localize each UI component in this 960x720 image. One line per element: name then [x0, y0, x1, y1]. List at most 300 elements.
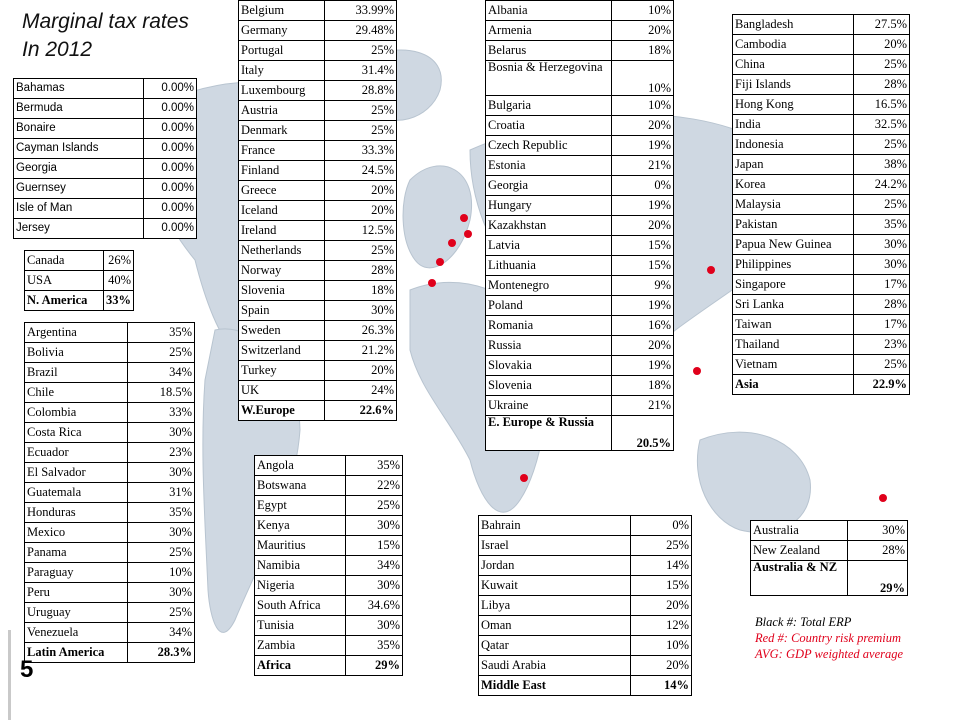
tax-rate: 15%	[612, 236, 674, 256]
table-row	[14, 119, 197, 139]
table-row	[733, 255, 910, 275]
tax-rate: 30%	[346, 516, 403, 536]
table-row	[239, 401, 397, 421]
tax-rate: 20%	[612, 216, 674, 236]
country-name: Zambia	[255, 636, 346, 656]
country-name: Malaysia	[733, 195, 854, 215]
country-name: Lithuania	[486, 256, 612, 276]
tax-rate: 30%	[128, 423, 195, 443]
north-america-table	[24, 250, 134, 311]
country-name: Colombia	[25, 403, 128, 423]
tax-rate: 0.00%	[144, 199, 197, 219]
tax-rate: 17%	[854, 275, 910, 295]
country-name: Thailand	[733, 335, 854, 355]
country-name: Kazakhstan	[486, 216, 612, 236]
table-row	[733, 55, 910, 75]
tax-rate: 20%	[325, 181, 397, 201]
tax-rate: 26%	[104, 251, 134, 271]
table-row	[733, 335, 910, 355]
legend-total-erp: Black #: Total ERP	[755, 615, 852, 629]
table-row	[255, 616, 403, 636]
country-name: Latvia	[486, 236, 612, 256]
country-name: Croatia	[486, 116, 612, 136]
table-row	[486, 136, 674, 156]
marker-portugal	[428, 279, 436, 287]
tax-rate: 30%	[325, 301, 397, 321]
country-name: Bolivia	[25, 343, 128, 363]
tax-rate: 12%	[631, 616, 692, 636]
table-row	[239, 261, 397, 281]
tax-rate: 26.3%	[325, 321, 397, 341]
country-name: Ireland	[239, 221, 325, 241]
table-row	[25, 623, 195, 643]
country-name: Portugal	[239, 41, 325, 61]
table-row	[733, 275, 910, 295]
tax-rate: 30%	[128, 583, 195, 603]
region-average-label: Latin America	[25, 643, 128, 663]
table-row	[239, 101, 397, 121]
table-row	[733, 135, 910, 155]
country-name: Jordan	[479, 556, 631, 576]
table-row	[733, 35, 910, 55]
table-row	[14, 219, 197, 239]
country-name: Canada	[25, 251, 104, 271]
tax-rate: 25%	[325, 41, 397, 61]
tax-rate: 9%	[612, 276, 674, 296]
table-row	[733, 155, 910, 175]
tax-rate: 30%	[346, 576, 403, 596]
country-name: Uruguay	[25, 603, 128, 623]
tax-rate: 15%	[346, 536, 403, 556]
tax-rate: 19%	[612, 196, 674, 216]
tax-rate: 25%	[128, 343, 195, 363]
country-name: Namibia	[255, 556, 346, 576]
country-name: Georgia	[486, 176, 612, 196]
table-row	[733, 315, 910, 335]
tax-rate: 0.00%	[144, 219, 197, 239]
marker-italy	[464, 230, 472, 238]
table-row	[255, 476, 403, 496]
country-name: Denmark	[239, 121, 325, 141]
eastern-europe-table	[485, 0, 674, 451]
tax-rate: 12.5%	[325, 221, 397, 241]
tax-rate: 25%	[854, 355, 910, 375]
page-number: 5	[20, 656, 34, 683]
table-row	[239, 301, 397, 321]
country-name: Bangladesh	[733, 15, 854, 35]
tax-rate: 20%	[612, 116, 674, 136]
tax-rate: 10%	[612, 1, 674, 21]
tax-rate: 34%	[346, 556, 403, 576]
tax-rate: 20%	[612, 21, 674, 41]
country-name: Italy	[239, 61, 325, 81]
country-name: El Salvador	[25, 463, 128, 483]
table-row	[25, 483, 195, 503]
tax-rate: 23%	[854, 335, 910, 355]
country-name: Bahamas	[14, 79, 144, 99]
tax-rate: 31.4%	[325, 61, 397, 81]
country-name: Panama	[25, 543, 128, 563]
country-name: Albania	[486, 1, 612, 21]
tax-rate: 0%	[612, 176, 674, 196]
country-name: Nigeria	[255, 576, 346, 596]
tax-rate: 32.5%	[854, 115, 910, 135]
tax-rate: 0.00%	[144, 179, 197, 199]
tax-rate: 28.8%	[325, 81, 397, 101]
tax-rate: 20%	[631, 656, 692, 676]
title-line-1: Marginal tax rates	[22, 10, 189, 33]
tax-rate: 35%	[128, 323, 195, 343]
tax-rate: 19%	[612, 296, 674, 316]
table-row	[25, 523, 195, 543]
country-name: Sweden	[239, 321, 325, 341]
table-row	[733, 235, 910, 255]
offshore-table	[13, 78, 197, 239]
tax-rate: 25%	[128, 543, 195, 563]
tax-rate: 15%	[631, 576, 692, 596]
country-name: Venezuela	[25, 623, 128, 643]
country-name: Armenia	[486, 21, 612, 41]
table-row	[479, 636, 692, 656]
region-average-label: N. America	[25, 291, 104, 311]
asia-table	[732, 14, 910, 395]
tax-rate: 28%	[848, 541, 908, 561]
africa-table	[254, 455, 403, 676]
table-row	[733, 375, 910, 395]
country-name: Norway	[239, 261, 325, 281]
region-average-label: E. Europe & Russia	[486, 416, 612, 451]
country-name: Hungary	[486, 196, 612, 216]
tax-rate: 30%	[128, 523, 195, 543]
country-name: Vietnam	[733, 355, 854, 375]
region-average-rate: 29%	[848, 561, 908, 596]
legend-gdp-average: AVG: GDP weighted average	[755, 647, 904, 661]
table-row	[239, 361, 397, 381]
marker-uk	[460, 214, 468, 222]
country-name: Costa Rica	[25, 423, 128, 443]
country-name: Singapore	[733, 275, 854, 295]
tax-rate: 0.00%	[144, 99, 197, 119]
table-row	[486, 156, 674, 176]
latin-america-table	[24, 322, 195, 663]
tax-rate: 21.2%	[325, 341, 397, 361]
country-name: USA	[25, 271, 104, 291]
table-row	[479, 536, 692, 556]
table-row	[25, 403, 195, 423]
table-row	[486, 41, 674, 61]
country-name: Qatar	[479, 636, 631, 656]
tax-rate: 30%	[854, 235, 910, 255]
table-row	[486, 21, 674, 41]
table-row	[486, 61, 674, 96]
table-row	[239, 41, 397, 61]
country-name: Netherlands	[239, 241, 325, 261]
country-name: Pakistan	[733, 215, 854, 235]
table-row	[239, 281, 397, 301]
country-name: France	[239, 141, 325, 161]
tax-rate: 19%	[612, 356, 674, 376]
country-name: Libya	[479, 596, 631, 616]
table-row	[239, 381, 397, 401]
table-row	[486, 416, 674, 451]
tax-rate: 10%	[612, 96, 674, 116]
table-row	[255, 576, 403, 596]
tax-rate: 30%	[848, 521, 908, 541]
tax-rate: 0.00%	[144, 139, 197, 159]
table-row	[25, 503, 195, 523]
table-row	[733, 175, 910, 195]
country-name: Romania	[486, 316, 612, 336]
table-row	[479, 656, 692, 676]
tax-rate: 18%	[612, 376, 674, 396]
table-row	[239, 221, 397, 241]
table-row	[733, 15, 910, 35]
table-row	[25, 603, 195, 623]
table-row	[751, 521, 908, 541]
region-average-rate: 33%	[104, 291, 134, 311]
tax-rate: 25%	[325, 101, 397, 121]
country-name: Kuwait	[479, 576, 631, 596]
tax-rate: 14%	[631, 556, 692, 576]
tax-rate: 18%	[612, 41, 674, 61]
tax-rate: 35%	[854, 215, 910, 235]
country-name: Germany	[239, 21, 325, 41]
tax-rate: 28%	[325, 261, 397, 281]
country-name: Guernsey	[14, 179, 144, 199]
country-name: Georgia	[14, 159, 144, 179]
table-row	[733, 215, 910, 235]
country-name: Ukraine	[486, 396, 612, 416]
country-name: Papua New Guinea	[733, 235, 854, 255]
country-name: Korea	[733, 175, 854, 195]
country-name: Belgium	[239, 1, 325, 21]
table-row	[239, 341, 397, 361]
country-name: India	[733, 115, 854, 135]
tax-rate: 31%	[128, 483, 195, 503]
country-name: Paraguay	[25, 563, 128, 583]
table-row	[486, 236, 674, 256]
table-row	[486, 356, 674, 376]
table-row	[486, 336, 674, 356]
country-name: Isle of Man	[14, 199, 144, 219]
country-name: Brazil	[25, 363, 128, 383]
table-row	[486, 256, 674, 276]
table-row	[479, 516, 692, 536]
table-row	[751, 561, 908, 596]
country-name: Slovenia	[486, 376, 612, 396]
tax-rate: 25%	[854, 135, 910, 155]
tax-rate: 0.00%	[144, 159, 197, 179]
table-row	[479, 576, 692, 596]
tax-rate: 35%	[346, 456, 403, 476]
country-name: Saudi Arabia	[479, 656, 631, 676]
tax-rate: 33.3%	[325, 141, 397, 161]
table-row	[25, 443, 195, 463]
country-name: Kenya	[255, 516, 346, 536]
table-row	[486, 116, 674, 136]
tax-rate: 10%	[612, 61, 674, 96]
table-row	[733, 75, 910, 95]
slide-edge-stripe	[8, 630, 11, 720]
region-average-rate: 22.6%	[325, 401, 397, 421]
country-name: Japan	[733, 155, 854, 175]
tax-rate: 25%	[854, 55, 910, 75]
country-name: Bermuda	[14, 99, 144, 119]
table-row	[479, 596, 692, 616]
oceania-table	[750, 520, 908, 596]
tax-rate: 25%	[631, 536, 692, 556]
tax-rate: 27.5%	[854, 15, 910, 35]
table-row	[255, 656, 403, 676]
country-name: Turkey	[239, 361, 325, 381]
australia-landmass	[697, 432, 810, 532]
tax-rate: 28%	[854, 295, 910, 315]
table-row	[239, 1, 397, 21]
tax-rate: 35%	[128, 503, 195, 523]
tax-rate: 25%	[128, 603, 195, 623]
table-row	[239, 61, 397, 81]
tax-rate: 10%	[128, 563, 195, 583]
table-row	[486, 216, 674, 236]
tax-rate: 34%	[128, 623, 195, 643]
page-title	[22, 8, 189, 64]
region-average-rate: 14%	[631, 676, 692, 696]
tax-rate: 0%	[631, 516, 692, 536]
region-average-rate: 28.3%	[128, 643, 195, 663]
table-row	[239, 201, 397, 221]
country-name: Tunisia	[255, 616, 346, 636]
table-row	[239, 81, 397, 101]
country-name: Angola	[255, 456, 346, 476]
table-row	[14, 199, 197, 219]
table-row	[479, 676, 692, 696]
tax-rate: 24.5%	[325, 161, 397, 181]
table-row	[239, 21, 397, 41]
table-row	[255, 516, 403, 536]
tax-rate: 0.00%	[144, 119, 197, 139]
country-name: Spain	[239, 301, 325, 321]
table-row	[733, 95, 910, 115]
tax-rate: 25%	[325, 241, 397, 261]
country-name: Australia	[751, 521, 848, 541]
middle-east-table	[478, 515, 692, 696]
region-average-rate: 22.9%	[854, 375, 910, 395]
country-name: Slovakia	[486, 356, 612, 376]
tax-rate: 18%	[325, 281, 397, 301]
country-name: Oman	[479, 616, 631, 636]
country-name: Poland	[486, 296, 612, 316]
marker-new-zealand	[879, 494, 887, 502]
tax-rate: 29.48%	[325, 21, 397, 41]
region-average-label: Middle East	[479, 676, 631, 696]
tax-rate: 16%	[612, 316, 674, 336]
table-row	[239, 321, 397, 341]
country-name: Egypt	[255, 496, 346, 516]
tax-rate: 38%	[854, 155, 910, 175]
country-name: Jersey	[14, 219, 144, 239]
country-name: Philippines	[733, 255, 854, 275]
legend	[755, 614, 903, 662]
table-row	[25, 543, 195, 563]
table-row	[486, 276, 674, 296]
marker-singapore	[693, 367, 701, 375]
table-row	[14, 159, 197, 179]
tax-rate: 24.2%	[854, 175, 910, 195]
country-name: Sri Lanka	[733, 295, 854, 315]
tax-rate: 40%	[104, 271, 134, 291]
table-row	[239, 241, 397, 261]
tax-rate: 21%	[612, 396, 674, 416]
table-row	[14, 139, 197, 159]
table-row	[25, 291, 134, 311]
tax-rate: 10%	[631, 636, 692, 656]
country-name: Cayman Islands	[14, 139, 144, 159]
country-name: Botswana	[255, 476, 346, 496]
tax-rate: 0.00%	[144, 79, 197, 99]
country-name: Bonaire	[14, 119, 144, 139]
tax-rate: 20%	[325, 361, 397, 381]
table-row	[733, 355, 910, 375]
country-name: Finland	[239, 161, 325, 181]
country-name: Guatemala	[25, 483, 128, 503]
table-row	[486, 376, 674, 396]
table-row	[25, 271, 134, 291]
tax-rate: 20%	[631, 596, 692, 616]
legend-country-risk: Red #: Country risk premium	[755, 631, 902, 645]
table-row	[239, 181, 397, 201]
table-row	[486, 196, 674, 216]
table-row	[239, 141, 397, 161]
tax-rate: 20%	[612, 336, 674, 356]
tax-rate: 18.5%	[128, 383, 195, 403]
country-name: Chile	[25, 383, 128, 403]
country-name: Bosnia & Herzegovina	[486, 61, 612, 96]
table-row	[25, 251, 134, 271]
country-name: Belarus	[486, 41, 612, 61]
region-average-label: Africa	[255, 656, 346, 676]
country-name: Mauritius	[255, 536, 346, 556]
table-row	[479, 556, 692, 576]
table-row	[486, 96, 674, 116]
tax-rate: 25%	[346, 496, 403, 516]
country-name: Austria	[239, 101, 325, 121]
country-name: Estonia	[486, 156, 612, 176]
country-name: UK	[239, 381, 325, 401]
tax-rate: 20%	[854, 35, 910, 55]
tax-rate: 16.5%	[854, 95, 910, 115]
table-row	[25, 423, 195, 443]
table-row	[25, 643, 195, 663]
country-name: Fiji Islands	[733, 75, 854, 95]
country-name: Russia	[486, 336, 612, 356]
marker-south-africa	[520, 474, 528, 482]
region-average-label: Asia	[733, 375, 854, 395]
table-row	[255, 596, 403, 616]
table-row	[25, 583, 195, 603]
table-row	[14, 79, 197, 99]
country-name: China	[733, 55, 854, 75]
tax-rate: 20%	[325, 201, 397, 221]
country-name: Peru	[25, 583, 128, 603]
country-name: Honduras	[25, 503, 128, 523]
country-name: Taiwan	[733, 315, 854, 335]
country-name: New Zealand	[751, 541, 848, 561]
country-name: South Africa	[255, 596, 346, 616]
tax-rate: 17%	[854, 315, 910, 335]
tax-rate: 33.99%	[325, 1, 397, 21]
tax-rate: 28%	[854, 75, 910, 95]
country-name: Mexico	[25, 523, 128, 543]
